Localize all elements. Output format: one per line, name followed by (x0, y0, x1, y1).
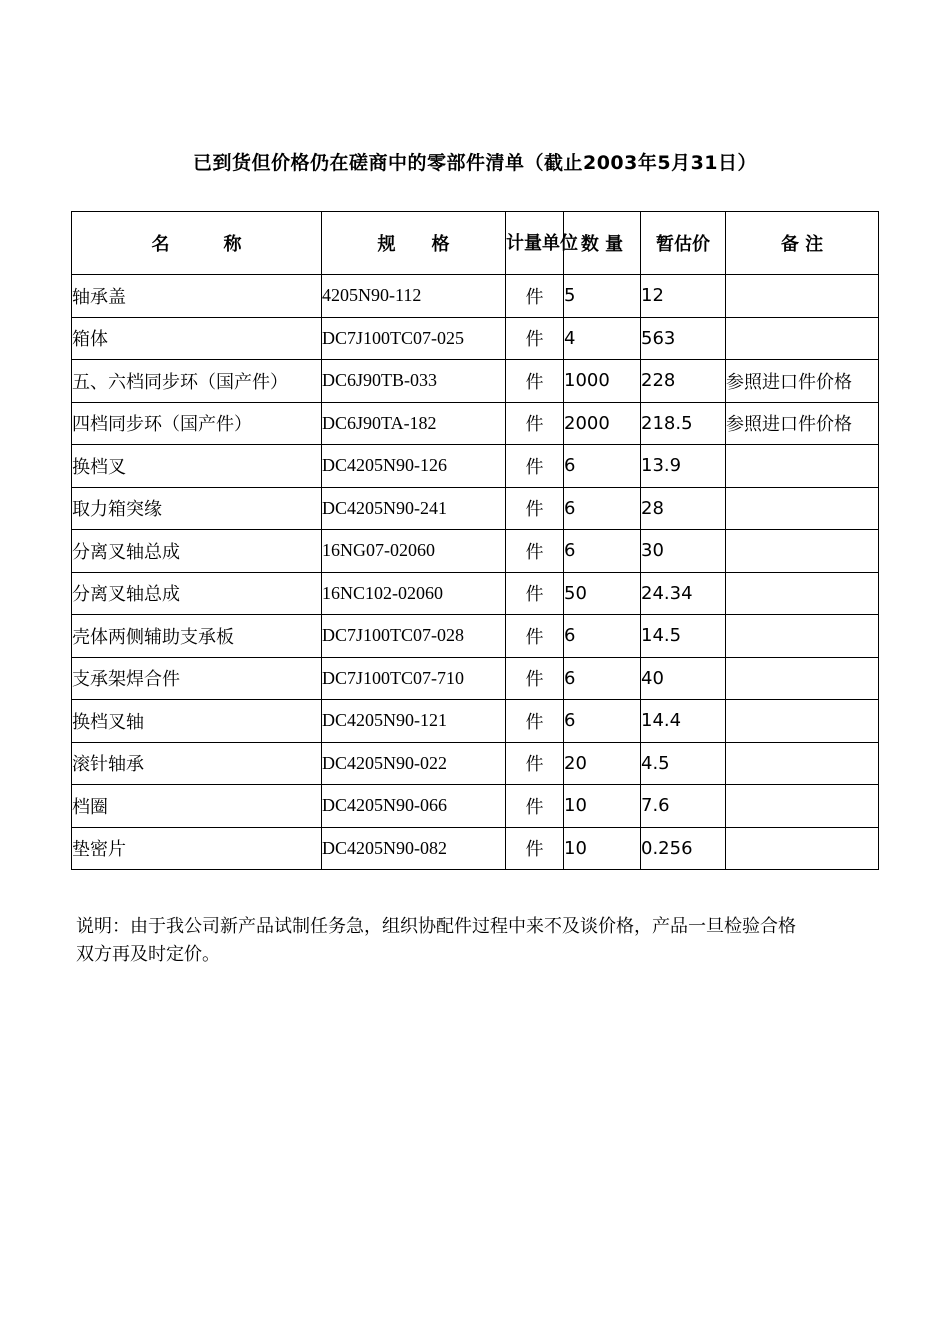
cell-price: 228 (641, 360, 726, 403)
cell-spec: DC4205N90-126 (322, 445, 506, 488)
cell-price: 24.34 (641, 572, 726, 615)
page-title: 已到货但价格仍在磋商中的零部件清单（截止2003年5月31日） (192, 152, 758, 174)
cell-unit: 件 (506, 402, 564, 445)
cell-price: 563 (641, 317, 726, 360)
cell-spec: DC4205N90-082 (322, 827, 506, 870)
table-row (72, 360, 879, 403)
cell-unit: 件 (506, 657, 564, 700)
table-row (72, 827, 879, 870)
cell-qty: 1000 (564, 360, 641, 403)
cell-note (726, 785, 879, 828)
cell-qty: 6 (564, 530, 641, 573)
cell-spec: DC7J100TC07-710 (322, 657, 506, 700)
table-row (72, 700, 879, 743)
cell-note: 参照进口件价格 (726, 402, 879, 445)
cell-name: 换档叉轴 (72, 700, 322, 743)
cell-name: 分离叉轴总成 (72, 572, 322, 615)
table-row (72, 785, 879, 828)
cell-name: 滚针轴承 (72, 742, 322, 785)
cell-name: 取力箱突缘 (72, 487, 322, 530)
parts-table (71, 211, 879, 870)
cell-qty: 6 (564, 615, 641, 658)
cell-unit: 件 (506, 572, 564, 615)
cell-name: 垫密片 (72, 827, 322, 870)
cell-name: 支承架焊合件 (72, 657, 322, 700)
cell-name: 壳体两侧辅助支承板 (72, 615, 322, 658)
cell-spec: DC6J90TB-033 (322, 360, 506, 403)
cell-price: 218.5 (641, 402, 726, 445)
cell-note (726, 487, 879, 530)
table-row (72, 615, 879, 658)
header-qty: 数 量 (564, 212, 641, 275)
cell-name: 五、六档同步环（国产件） (72, 360, 322, 403)
table-row (72, 487, 879, 530)
cell-qty: 2000 (564, 402, 641, 445)
cell-price: 0.256 (641, 827, 726, 870)
cell-note (726, 572, 879, 615)
table-row (72, 657, 879, 700)
cell-name: 箱体 (72, 317, 322, 360)
cell-qty: 6 (564, 657, 641, 700)
table-row (72, 530, 879, 573)
cell-unit: 件 (506, 445, 564, 488)
cell-price: 13.9 (641, 445, 726, 488)
header-note: 备 注 (726, 212, 879, 275)
cell-note (726, 317, 879, 360)
cell-unit: 件 (506, 785, 564, 828)
cell-unit: 件 (506, 742, 564, 785)
cell-unit: 件 (506, 827, 564, 870)
cell-spec: DC4205N90-121 (322, 700, 506, 743)
cell-note (726, 742, 879, 785)
cell-unit: 件 (506, 530, 564, 573)
cell-qty: 10 (564, 785, 641, 828)
cell-qty: 20 (564, 742, 641, 785)
cell-note (726, 657, 879, 700)
cell-price: 12 (641, 275, 726, 318)
cell-qty: 6 (564, 700, 641, 743)
table-row (72, 572, 879, 615)
cell-spec: DC4205N90-241 (322, 487, 506, 530)
table-row (72, 742, 879, 785)
header-spec: 规 格 (322, 212, 506, 275)
cell-qty: 10 (564, 827, 641, 870)
cell-qty: 6 (564, 445, 641, 488)
cell-note (726, 275, 879, 318)
cell-spec: 16NG07-02060 (322, 530, 506, 573)
cell-qty: 6 (564, 487, 641, 530)
cell-name: 分离叉轴总成 (72, 530, 322, 573)
cell-spec: DC4205N90-066 (322, 785, 506, 828)
cell-price: 14.4 (641, 700, 726, 743)
cell-note (726, 827, 879, 870)
cell-spec: 4205N90-112 (322, 275, 506, 318)
cell-unit: 件 (506, 317, 564, 360)
cell-note (726, 445, 879, 488)
header-price: 暂估价 (641, 212, 726, 275)
cell-spec: DC4205N90-022 (322, 742, 506, 785)
table-row (72, 275, 879, 318)
remark-text: 说明：由于我公司新产品试制任务急，组织协配件过程中来不及谈价格，产品一旦检验合格双方再及时定价。 (76, 916, 796, 965)
cell-price: 30 (641, 530, 726, 573)
cell-name: 换档叉 (72, 445, 322, 488)
cell-price: 4.5 (641, 742, 726, 785)
cell-name: 四档同步环（国产件） (72, 402, 322, 445)
cell-name: 轴承盖 (72, 275, 322, 318)
cell-spec: DC7J100TC07-025 (322, 317, 506, 360)
cell-unit: 件 (506, 360, 564, 403)
cell-note (726, 615, 879, 658)
cell-name: 档圈 (72, 785, 322, 828)
cell-qty: 5 (564, 275, 641, 318)
cell-unit: 件 (506, 615, 564, 658)
cell-spec: DC7J100TC07-028 (322, 615, 506, 658)
table-row (72, 445, 879, 488)
table-row (72, 317, 879, 360)
cell-qty: 4 (564, 317, 641, 360)
cell-unit: 件 (506, 487, 564, 530)
cell-unit: 件 (506, 700, 564, 743)
cell-price: 7.6 (641, 785, 726, 828)
header-name: 名 称 (72, 212, 322, 275)
cell-qty: 50 (564, 572, 641, 615)
table-header-row (72, 212, 879, 275)
cell-spec: DC6J90TA-182 (322, 402, 506, 445)
cell-note: 参照进口件价格 (726, 360, 879, 403)
table-row (72, 402, 879, 445)
cell-price: 40 (641, 657, 726, 700)
cell-unit: 件 (506, 275, 564, 318)
cell-note (726, 530, 879, 573)
cell-note (726, 700, 879, 743)
cell-spec: 16NC102-02060 (322, 572, 506, 615)
cell-price: 28 (641, 487, 726, 530)
header-unit: 计量单位 (506, 212, 564, 275)
cell-price: 14.5 (641, 615, 726, 658)
